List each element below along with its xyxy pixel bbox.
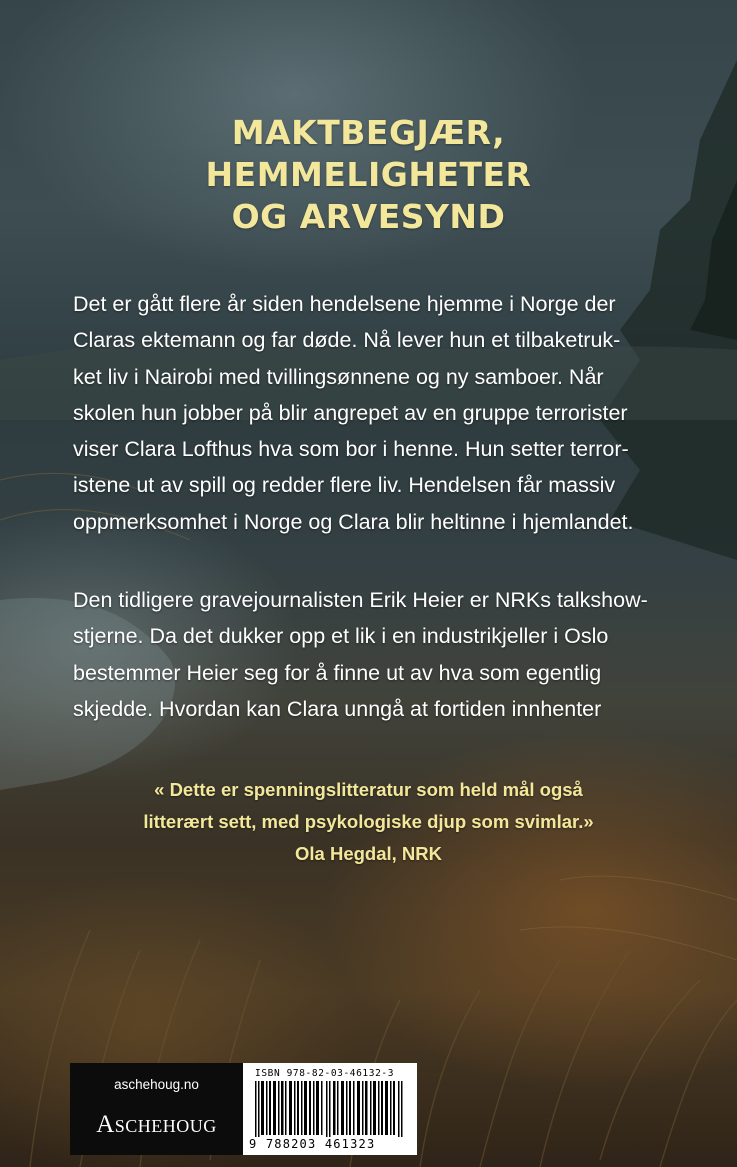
- text-line: bestemmer Heier seg for å finne ut av hva som egentlig: [73, 660, 602, 685]
- text-line: Den tidligere gravejournalisten Erik Heier er NRKs talkshow-: [73, 588, 648, 612]
- text-line: Det er gått flere år siden hendelsene hjemme i Norge der: [73, 292, 616, 316]
- publisher-logo: Aschehoug: [96, 1111, 217, 1138]
- text-line: skjedde. Hvordan kan Clara unngå at fortiden innhenter: [73, 696, 602, 721]
- quote-line: litterært sett, med psykologiske djup som svimlar.»: [143, 811, 594, 832]
- headline: [0, 112, 737, 238]
- headline-line: MAKTBEGJÆR,: [231, 113, 506, 152]
- description-paragraph-2: [73, 582, 673, 727]
- text-line: viser Clara Lofthus hva som bor i henne. Hun setter terror-: [73, 437, 629, 462]
- review-quote: [0, 774, 737, 870]
- quote-line: « Dette er spenningslitteratur som held mål også: [154, 779, 583, 800]
- headline-line: OG ARVESYND: [231, 197, 506, 236]
- isbn-barcode: [243, 1063, 417, 1155]
- headline-line: HEMMELIGHETER: [205, 155, 532, 194]
- barcode-bars: [249, 1081, 411, 1143]
- publisher-box: [70, 1063, 243, 1155]
- text-line: stjerne. Da det dukker opp et lik i en industrikjeller i Oslo: [73, 624, 609, 649]
- text-line: oppmerksomhet i Norge og Clara blir heltinne i hjemlandet.: [73, 509, 634, 534]
- text-line: Claras ektemann og far døde. Nå lever hun et tilbaketruk-: [73, 328, 621, 353]
- isbn-digits: 9 788203 461323: [249, 1137, 413, 1151]
- isbn-label: ISBN 978-82-03-46132-3: [255, 1068, 395, 1079]
- quote-attribution: Ola Hegdal, NRK: [295, 843, 442, 864]
- description-paragraph-1: [73, 286, 673, 540]
- text-line: istene ut av spill og redder flere liv. Hendelsen får massiv: [73, 473, 616, 498]
- text-line: ket liv i Nairobi med tvillingsønnene og ny samboer. Når: [73, 364, 604, 389]
- publisher-website[interactable]: aschehoug.no: [114, 1077, 199, 1092]
- text-line: skolen hun jobber på blir angrepet av en gruppe terrorister: [73, 400, 628, 425]
